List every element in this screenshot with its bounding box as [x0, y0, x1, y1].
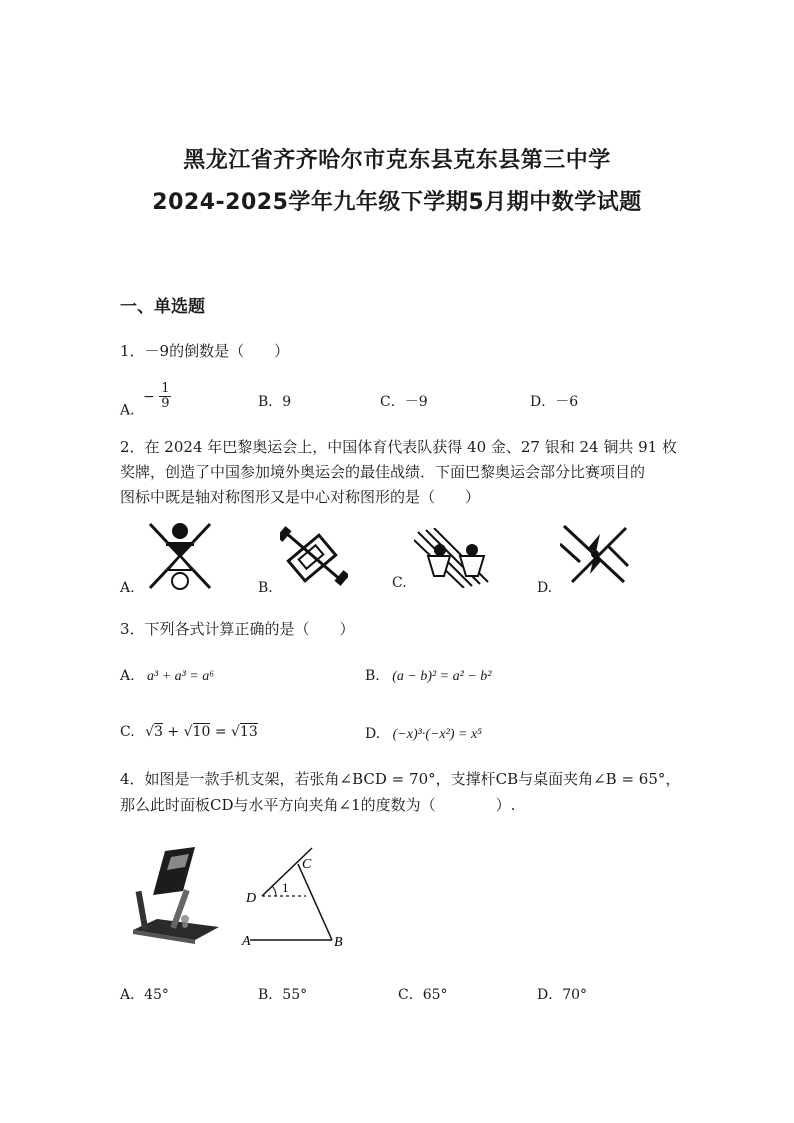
q2-line-1: 2．在 2024 年巴黎奥运会上，中国体育代表队获得 40 金、27 银和 24 铜共 91 枚: [120, 438, 677, 456]
q4-option-c: C．65°: [398, 987, 448, 1003]
q2-icon-a-athlete: [146, 520, 214, 592]
q2-icon-b-weightlifting: [280, 525, 348, 587]
q3-sqrt-3: √3: [145, 724, 163, 740]
q4-line-1: 4．如图是一款手机支架，若张角∠BCD = 70°，支撑杆CB与桌面夹角∠B = 65°，: [120, 770, 681, 788]
q4-label-A: A: [242, 934, 251, 949]
q3-radicand-10: 10: [192, 724, 211, 740]
q1-option-a-fraction: [159, 382, 171, 411]
q3-option-a: [120, 668, 214, 685]
q3-option-b-expr: (a − b)² = a² − b²: [392, 669, 492, 684]
q1-stem: 1．－9的倒数是（ ）: [120, 342, 290, 360]
q3-option-c: [120, 724, 258, 740]
q3-radicand-3: 3: [154, 724, 163, 740]
q2-option-c-label: C.: [392, 575, 407, 591]
q1-option-c: C．－9: [380, 394, 428, 410]
q2-option-a-label: A.: [120, 580, 135, 596]
title-line-1: 黑龙江省齐齐哈尔市克东县克东县第三中学: [183, 148, 611, 173]
q1-option-a-label: A.: [120, 402, 135, 419]
q1-option-a: [120, 382, 171, 419]
q4-option-a: A．45°: [120, 987, 169, 1003]
q3-option-c-label: C.: [120, 724, 135, 740]
q3-option-d-expr: (−x)³·(−x²) = x⁵: [392, 727, 483, 742]
q3-equals: =: [214, 724, 227, 740]
q4-phone-stand-image: [125, 845, 225, 945]
q3-sqrt-10: √10: [183, 724, 211, 740]
q2-option-d-label: D.: [537, 580, 553, 596]
q2-line-2: 奖牌，创造了中国参加境外奥运会的最佳战绩．下面巴黎奥运会部分比赛项目的: [120, 463, 646, 481]
q3-plus: +: [167, 724, 180, 740]
title-line-2: 2024-2025学年九年级下学期5月期中数学试题: [152, 190, 642, 215]
q4-option-b: B．55°: [258, 987, 308, 1003]
q3-option-a-label: A.: [120, 668, 135, 684]
q4-line-2: 那么此时面板CD与水平方向夹角∠1的度数为（ ）.: [120, 796, 516, 814]
q3-option-d-label: D.: [365, 726, 381, 742]
q1-fraction-numerator: 1: [161, 381, 170, 396]
q4-label-angle-1: 1: [282, 880, 289, 895]
q2-option-b-label: B.: [258, 580, 273, 596]
q1-fraction-denominator: 9: [161, 396, 170, 411]
q1-option-b: B．9: [258, 394, 292, 410]
q3-radicand-13: 13: [239, 724, 258, 740]
q1-option-a-sign: −: [143, 388, 155, 405]
q3-option-a-expr: a³ + a³ = a⁶: [147, 669, 215, 684]
q3-option-b-label: B.: [365, 668, 380, 684]
q4-geometry-figure: [240, 840, 360, 950]
q3-option-b: [365, 668, 491, 685]
q1-option-d: D．－6: [530, 394, 579, 410]
q2-icon-c-badminton: [414, 528, 490, 588]
q3-stem: 3．下列各式计算正确的是（ ）: [120, 620, 355, 638]
q3-option-d: [365, 726, 482, 743]
q4-label-C: C: [302, 857, 312, 872]
q4-option-d: D．70°: [537, 987, 588, 1003]
section-heading: 一、单选题: [120, 297, 205, 317]
q2-line-3: 图标中既是轴对称图形又是中心对称图形的是（ ）: [120, 488, 481, 506]
q3-sqrt-13: √13: [231, 724, 258, 740]
q4-label-D: D: [246, 891, 257, 906]
q2-icon-d-fencing: [560, 522, 630, 586]
q4-label-B: B: [334, 935, 343, 950]
